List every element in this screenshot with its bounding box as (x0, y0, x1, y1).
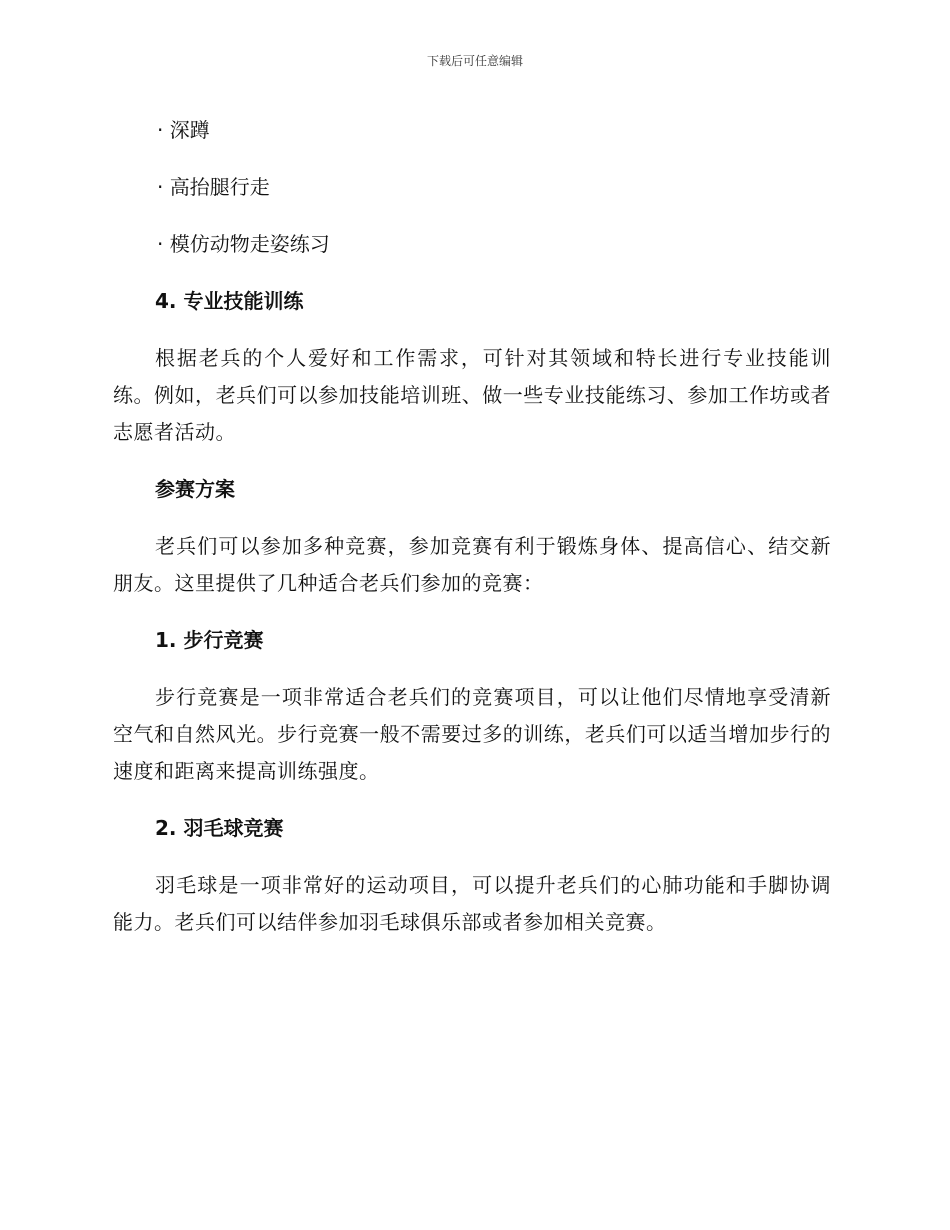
section-body (113, 528, 831, 602)
document-body (113, 112, 831, 961)
paragraph: 根据老兵的个人爱好和工作需求，可针对其领域和特长进行专业技能训练。例如，老兵们可以参加技能培训班、做一些专业技能练习、参加工作坊或者志愿者活动。 (113, 346, 831, 444)
section-body (113, 867, 831, 941)
paragraph: 步行竞赛是一项非常适合老兵们的竞赛项目，可以让他们尽情地享受清新空气和自然风光。步行竞赛一般不需要过多的训练，老兵们可以适当增加步行的速度和距离来提高训练强度。 (113, 685, 831, 783)
section-heading: 1. 步行竞赛 (155, 628, 264, 652)
bullet-item: · 高抬腿行走 (157, 175, 270, 199)
section-heading: 4. 专业技能训练 (155, 289, 304, 313)
section-body (113, 679, 831, 790)
section-heading: 参赛方案 (155, 477, 235, 501)
section-body (113, 340, 831, 451)
paragraph: 老兵们可以参加多种竞赛，参加竞赛有利于锻炼身体、提高信心、结交新朋友。这里提供了几种适合老兵们参加的竞赛： (113, 534, 831, 595)
bullet-item: · 模仿动物走姿练习 (157, 232, 330, 256)
section-heading: 2. 羽毛球竞赛 (155, 816, 284, 840)
paragraph: 羽毛球是一项非常好的运动项目，可以提升老兵们的心肺功能和手脚协调能力。老兵们可以结伴参加羽毛球俱乐部或者参加相关竞赛。 (113, 873, 831, 934)
bullet-item: · 深蹲 (157, 118, 210, 142)
page-header: 下载后可任意编辑 (426, 54, 523, 68)
